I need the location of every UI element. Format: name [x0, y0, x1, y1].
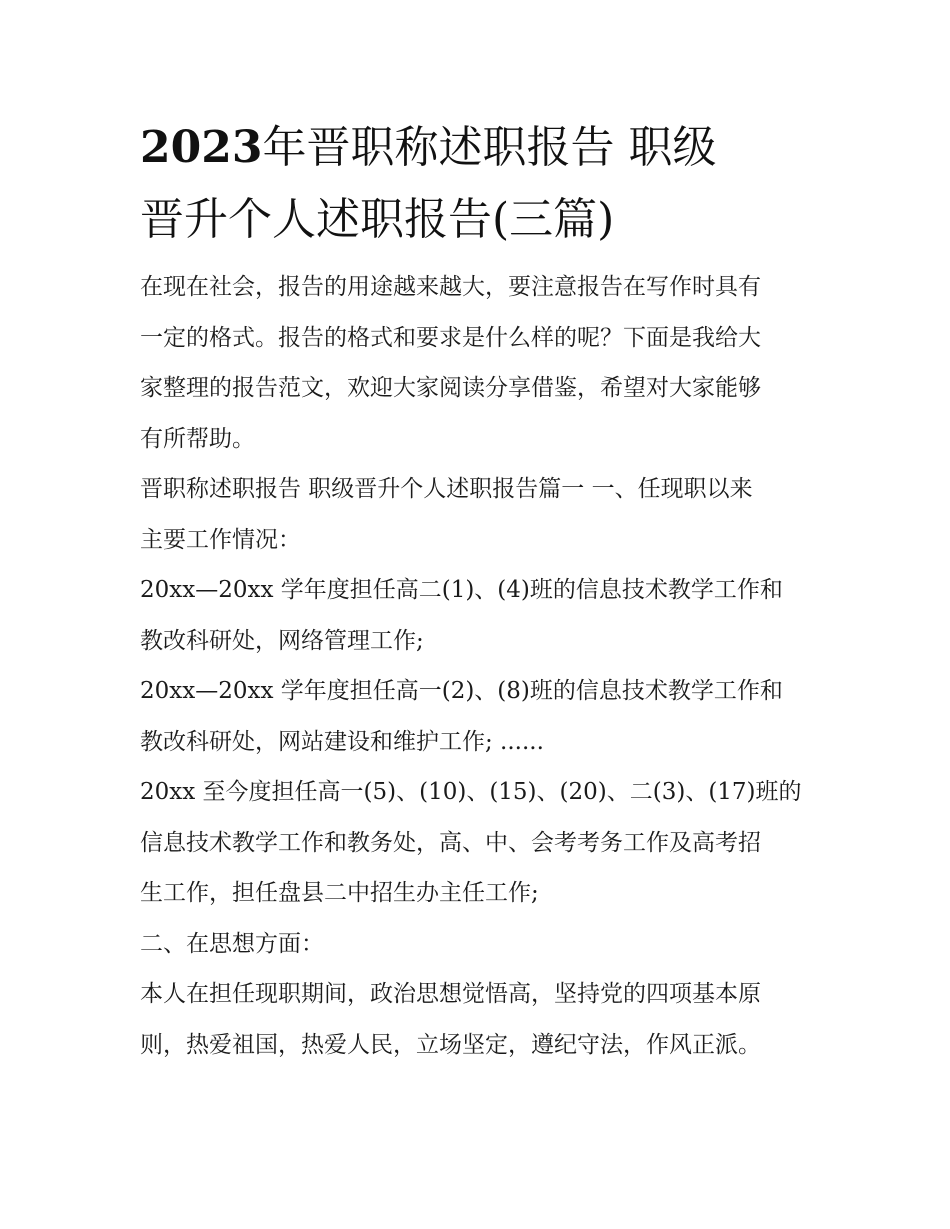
work-item-paragraph: 20xx 至今度担任高一(5)、(10)、(15)、(20)、二(3)、(17)班的 信息技术教学工作和教务处，高、中、会考考务工作及高考招 生工作，担任盘县二中招生办主任工作;	[140, 779, 802, 906]
title-text: 年晋职称述职报告 职级 晋升个人述职报告(三篇)	[140, 122, 717, 245]
section-heading-paragraph: 二、在思想方面：	[140, 930, 324, 957]
work-item-paragraph: 20xx—20xx 学年度担任高一(2)、(8)班的信息技术教学工作和 教改科研处，网站建设和维护工作; ......	[140, 678, 783, 755]
intro-paragraph: 在现在社会，报告的用途越来越大，要注意报告在写作时具有 一定的格式。报告的格式和要求是什么样的呢？下面是我给大 家整理的报告范文，欢迎大家阅读分享借鉴，希望对大家能够 有所帮助。	[140, 274, 761, 452]
body-paragraph: 本人在担任现职期间，政治思想觉悟高，坚持党的四项基本原 则，热爱祖国，热爱人民，立场坚定，遵纪守法，作风正派。	[140, 981, 761, 1058]
document-title	[140, 112, 820, 256]
title-year: 2023	[140, 122, 263, 173]
work-item-paragraph: 20xx—20xx 学年度担任高二(1)、(4)班的信息技术教学工作和 教改科研处，网络管理工作;	[140, 577, 783, 654]
section-heading-paragraph: 晋职称述职报告 职级晋升个人述职报告篇一 一、任现职以来 主要工作情况：	[140, 476, 753, 553]
document-body	[140, 112, 820, 1070]
